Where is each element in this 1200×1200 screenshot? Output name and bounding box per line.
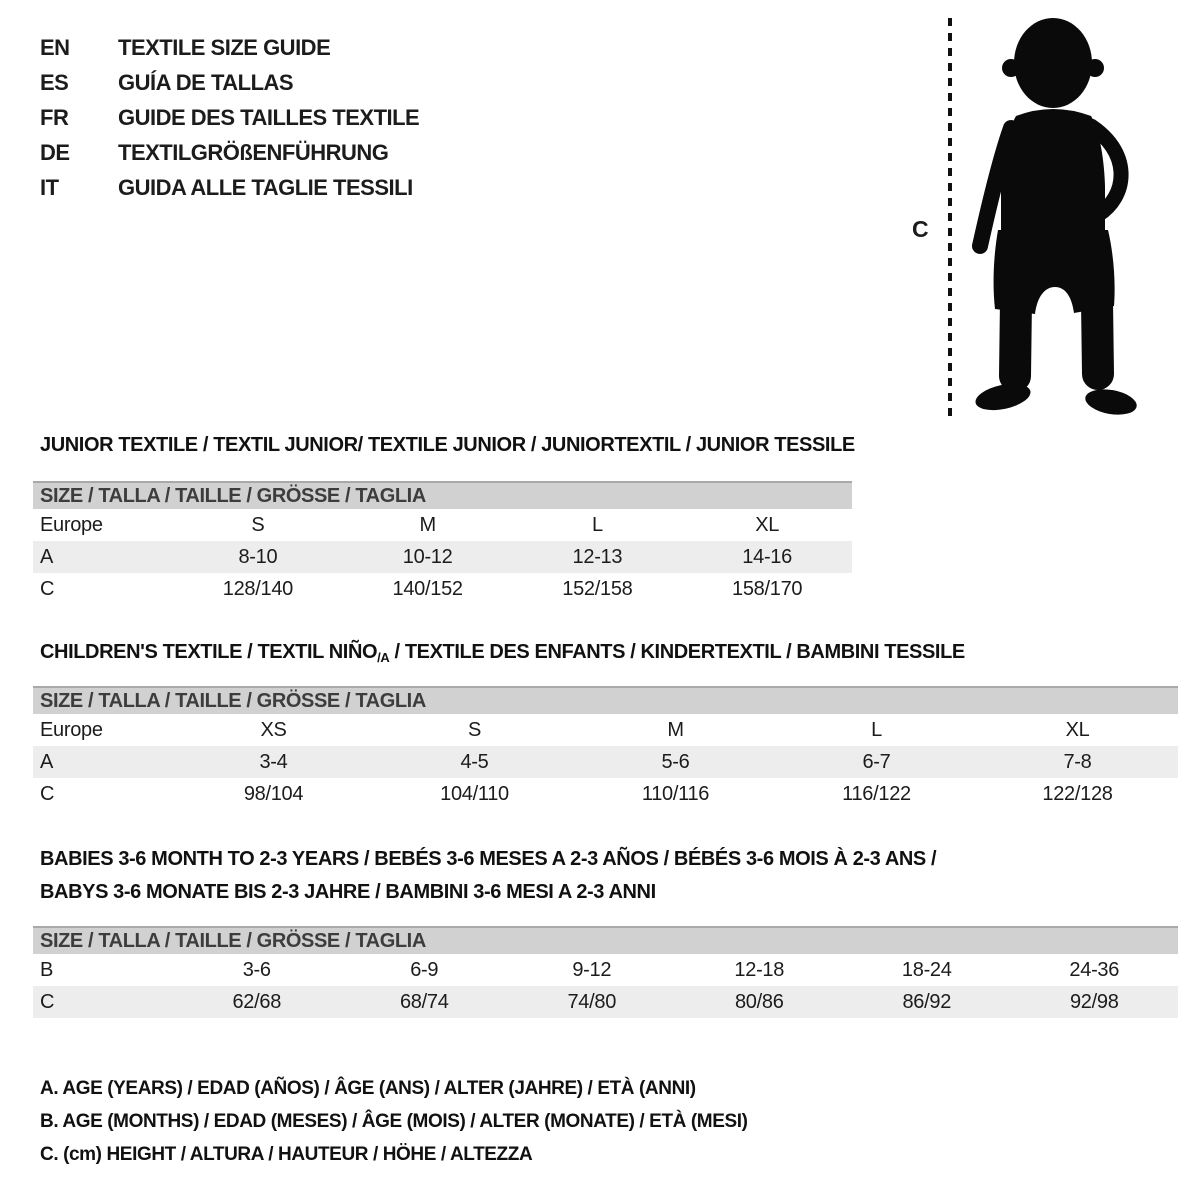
children-section-heading bbox=[40, 641, 965, 665]
column-header-cell: L bbox=[591, 514, 603, 536]
table-cell: 128/140 bbox=[222, 578, 293, 600]
table-cell: 12-13 bbox=[572, 546, 623, 568]
table-row bbox=[33, 746, 1178, 778]
language-code: DE bbox=[40, 140, 70, 165]
language-title: TEXTILE SIZE GUIDE bbox=[118, 35, 331, 60]
babies-size-table bbox=[33, 926, 1178, 1018]
language-row bbox=[40, 135, 419, 170]
legend-line-height: C. (cm) HEIGHT / ALTURA / HAUTEUR / HÖHE / ALTEZZA bbox=[40, 1144, 533, 1165]
children-heading-suffix: / TEXTILE DES ENFANTS / KINDERTEXTIL / BAMBINI TESSILE bbox=[389, 641, 965, 663]
size-header-bar: SIZE / TALLA / TAILLE / GRÖSSE / TAGLIA bbox=[33, 686, 1178, 714]
size-header-bar: SIZE / TALLA / TAILLE / GRÖSSE / TAGLIA bbox=[33, 481, 852, 509]
table-row bbox=[33, 986, 1178, 1018]
row-label: C bbox=[40, 578, 55, 600]
table-cell: 158/170 bbox=[732, 578, 803, 600]
table-cell: 80/86 bbox=[734, 991, 784, 1013]
table-cell: 9-12 bbox=[572, 959, 612, 981]
column-header-cell: S bbox=[467, 719, 482, 741]
table-row bbox=[33, 778, 1178, 810]
column-header-cell: L bbox=[871, 719, 882, 741]
language-title: GUIDE DES TAILLES TEXTILE bbox=[118, 105, 420, 130]
size-header-bar: SIZE / TALLA / TAILLE / GRÖSSE / TAGLIA bbox=[33, 926, 1178, 954]
table-cell: 86/92 bbox=[902, 991, 952, 1013]
table-cell: 92/98 bbox=[1069, 991, 1119, 1013]
row-label: C bbox=[40, 991, 55, 1013]
table-cell: 74/80 bbox=[567, 991, 617, 1013]
language-title: TEXTILGRÖßENFÜHRUNG bbox=[118, 140, 389, 165]
table-cell: 98/104 bbox=[243, 783, 304, 805]
babies-section-heading-line1: BABIES 3-6 MONTH TO 2-3 YEARS / BEBÉS 3-6 MESES A 2-3 AÑOS / BÉBÉS 3-6 MOIS À 2-3 ANS / bbox=[40, 848, 937, 870]
junior-size-table bbox=[33, 481, 852, 605]
column-header-cell: M bbox=[419, 514, 436, 536]
table-cell: 3-6 bbox=[242, 959, 271, 981]
table-row bbox=[33, 573, 852, 605]
region-label: Europe bbox=[40, 719, 103, 741]
column-header-row bbox=[33, 714, 1178, 746]
row-label: A bbox=[40, 751, 54, 773]
language-row bbox=[40, 170, 419, 205]
children-size-table bbox=[33, 686, 1178, 810]
table-cell: 7-8 bbox=[1063, 751, 1092, 773]
height-measure-dashed-line bbox=[948, 18, 952, 416]
language-title-list bbox=[40, 30, 419, 205]
table-cell: 104/110 bbox=[440, 783, 509, 805]
table-row bbox=[33, 541, 852, 573]
table-cell: 12-18 bbox=[734, 959, 785, 981]
language-code: IT bbox=[40, 175, 59, 200]
language-title: GUÍA DE TALLAS bbox=[118, 70, 294, 95]
table-cell: 18-24 bbox=[901, 959, 952, 981]
table-cell: 8-10 bbox=[238, 546, 278, 568]
row-label: A bbox=[40, 546, 54, 568]
table-cell: 5-6 bbox=[661, 751, 690, 773]
legend-line-age-years: A. AGE (YEARS) / EDAD (AÑOS) / ÂGE (ANS) / ALTER (JAHRE) / ETÀ (ANNI) bbox=[40, 1078, 696, 1099]
column-header-row bbox=[33, 509, 852, 541]
table-row bbox=[33, 954, 1178, 986]
table-cell: 6-9 bbox=[410, 959, 439, 981]
language-row bbox=[40, 100, 419, 135]
table-cell: 68/74 bbox=[399, 991, 449, 1013]
table-cell: 152/158 bbox=[562, 578, 633, 600]
region-label: Europe bbox=[40, 514, 103, 536]
language-row bbox=[40, 30, 419, 65]
legend bbox=[40, 1072, 748, 1171]
table-cell: 10-12 bbox=[402, 546, 453, 568]
column-header-cell: M bbox=[667, 719, 684, 741]
table-cell: 140/152 bbox=[392, 578, 463, 600]
legend-line-age-months: B. AGE (MONTHS) / EDAD (MESES) / ÂGE (MOIS) / ALTER (MONATE) / ETÀ (MESI) bbox=[40, 1111, 748, 1132]
row-label: B bbox=[40, 959, 54, 981]
table-cell: 122/128 bbox=[1042, 783, 1113, 805]
table-cell: 6-7 bbox=[862, 751, 891, 773]
table-cell: 116/122 bbox=[842, 783, 911, 805]
children-heading-prefix: CHILDREN'S TEXTILE / TEXTIL NIÑO bbox=[40, 641, 378, 663]
column-header-cell: XL bbox=[1065, 719, 1090, 741]
column-header-cell: XS bbox=[260, 719, 287, 741]
column-header-cell: S bbox=[251, 514, 265, 536]
language-row bbox=[40, 65, 419, 100]
children-heading-subscript: /A bbox=[377, 650, 390, 665]
language-code: EN bbox=[40, 35, 70, 60]
row-label: C bbox=[40, 783, 55, 805]
table-cell: 110/116 bbox=[641, 783, 710, 805]
table-cell: 14-16 bbox=[742, 546, 792, 568]
language-title: GUIDA ALLE TAGLIE TESSILI bbox=[118, 175, 413, 200]
column-header-cell: XL bbox=[755, 514, 780, 536]
table-cell: 62/68 bbox=[232, 991, 282, 1013]
babies-section-heading-line2: BABYS 3-6 MONATE BIS 2-3 JAHRE / BAMBINI 3-6 MESI A 2-3 ANNI bbox=[40, 881, 656, 903]
table-cell: 3-4 bbox=[259, 751, 288, 773]
junior-section-heading: JUNIOR TEXTILE / TEXTIL JUNIOR/ TEXTILE JUNIOR / JUNIORTEXTIL / JUNIOR TESSILE bbox=[40, 434, 855, 456]
height-measure-label: C bbox=[912, 216, 929, 242]
toddler-silhouette bbox=[971, 16, 1136, 416]
language-code: ES bbox=[40, 70, 69, 95]
table-cell: 24-36 bbox=[1069, 959, 1120, 981]
language-code: FR bbox=[40, 105, 69, 130]
table-cell: 4-5 bbox=[460, 751, 489, 773]
